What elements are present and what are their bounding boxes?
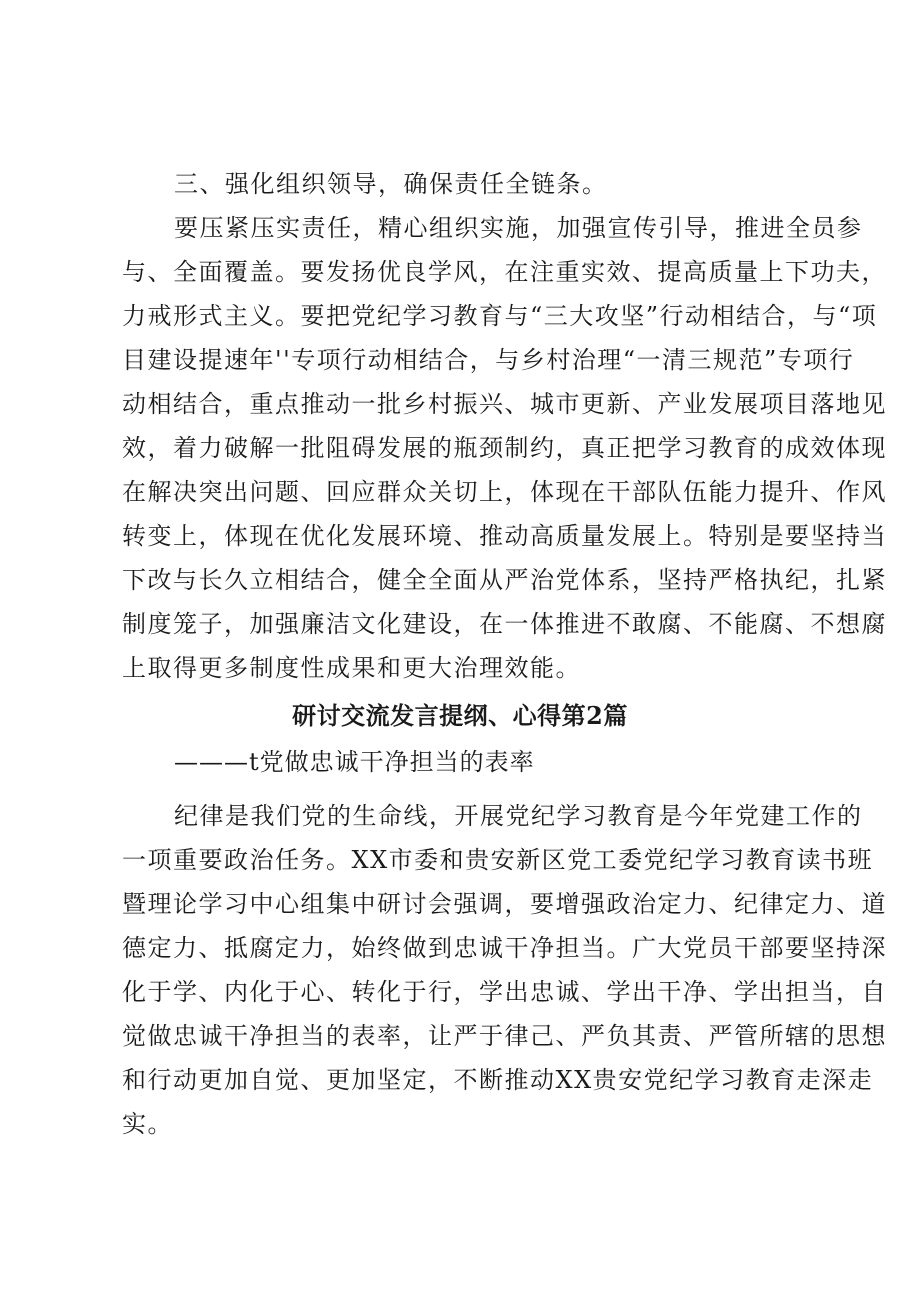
paragraph-line: 一项重要政治任务。XX市委和贵安新区党工委党纪学习教育读书班 xyxy=(122,846,874,874)
paragraph-line: 要压紧压实责任，精心组织实施，加强宣传引导，推进全员参 xyxy=(174,214,863,242)
paragraph-line: 和行动更加自觉、更加坚定，不断推动XX贵安党纪学习教育走深走 xyxy=(122,1066,874,1094)
paragraph-line: 效，着力破解一批阻碍发展的瓶颈制约，真正把学习教育的成效体现 xyxy=(122,434,887,462)
paragraph-line: 实。 xyxy=(122,1110,173,1138)
paragraph-line: 下改与长久立相结合，健全全面从严治党体系，坚持严格执纪，扎紧 xyxy=(122,566,887,594)
article-subtitle: ———t党做忠诚干净担当的表率 xyxy=(174,748,535,776)
paragraph-line: 在解决突出问题、回应群众关切上，体现在干部队伍能力提升、作风 xyxy=(122,478,887,506)
paragraph-line: 目建设提速年''专项行动相结合，与乡村治理“一清三规范”专项行 xyxy=(122,346,855,374)
article-title: 研讨交流发言提纲、心得第2篇 xyxy=(292,701,628,730)
paragraph-line: 转变上，体现在优化发展环境、推动高质量发展上。特别是要坚持当 xyxy=(122,522,887,550)
paragraph-line: 上取得更多制度性成果和更大治理效能。 xyxy=(122,654,581,682)
section-heading: 三、强化组织领导，确保责任全链条。 xyxy=(174,170,608,198)
paragraph-line: 觉做忠诚干净担当的表率，让严于律己、严负其责、严管所辖的思想 xyxy=(122,1022,887,1050)
paragraph-line: 制度笼子，加强廉洁文化建设，在一体推进不敢腐、不能腐、不想腐 xyxy=(122,610,887,638)
paragraph-line: 化于学、内化于心、转化于行，学出忠诚、学出干净、学出担当，自 xyxy=(122,978,887,1006)
paragraph-line: 动相结合，重点推动一批乡村振兴、城市更新、产业发展项目落地见 xyxy=(122,390,887,418)
paragraph-line: 与、全面覆盖。要发扬优良学风，在注重实效、提高质量上下功夫， xyxy=(122,258,887,286)
paragraph-line: 德定力、抵腐定力，始终做到忠诚干净担当。广大党员干部要坚持深 xyxy=(122,934,887,962)
paragraph-line: 力戒形式主义。要把党纪学习教育与“三大攻坚”行动相结合，与“项 xyxy=(122,302,878,330)
paragraph-line: 纪律是我们党的生命线，开展党纪学习教育是今年党建工作的 xyxy=(174,802,863,830)
paragraph-line: 暨理论学习中心组集中研讨会强调，要增强政治定力、纪律定力、道 xyxy=(122,890,887,918)
